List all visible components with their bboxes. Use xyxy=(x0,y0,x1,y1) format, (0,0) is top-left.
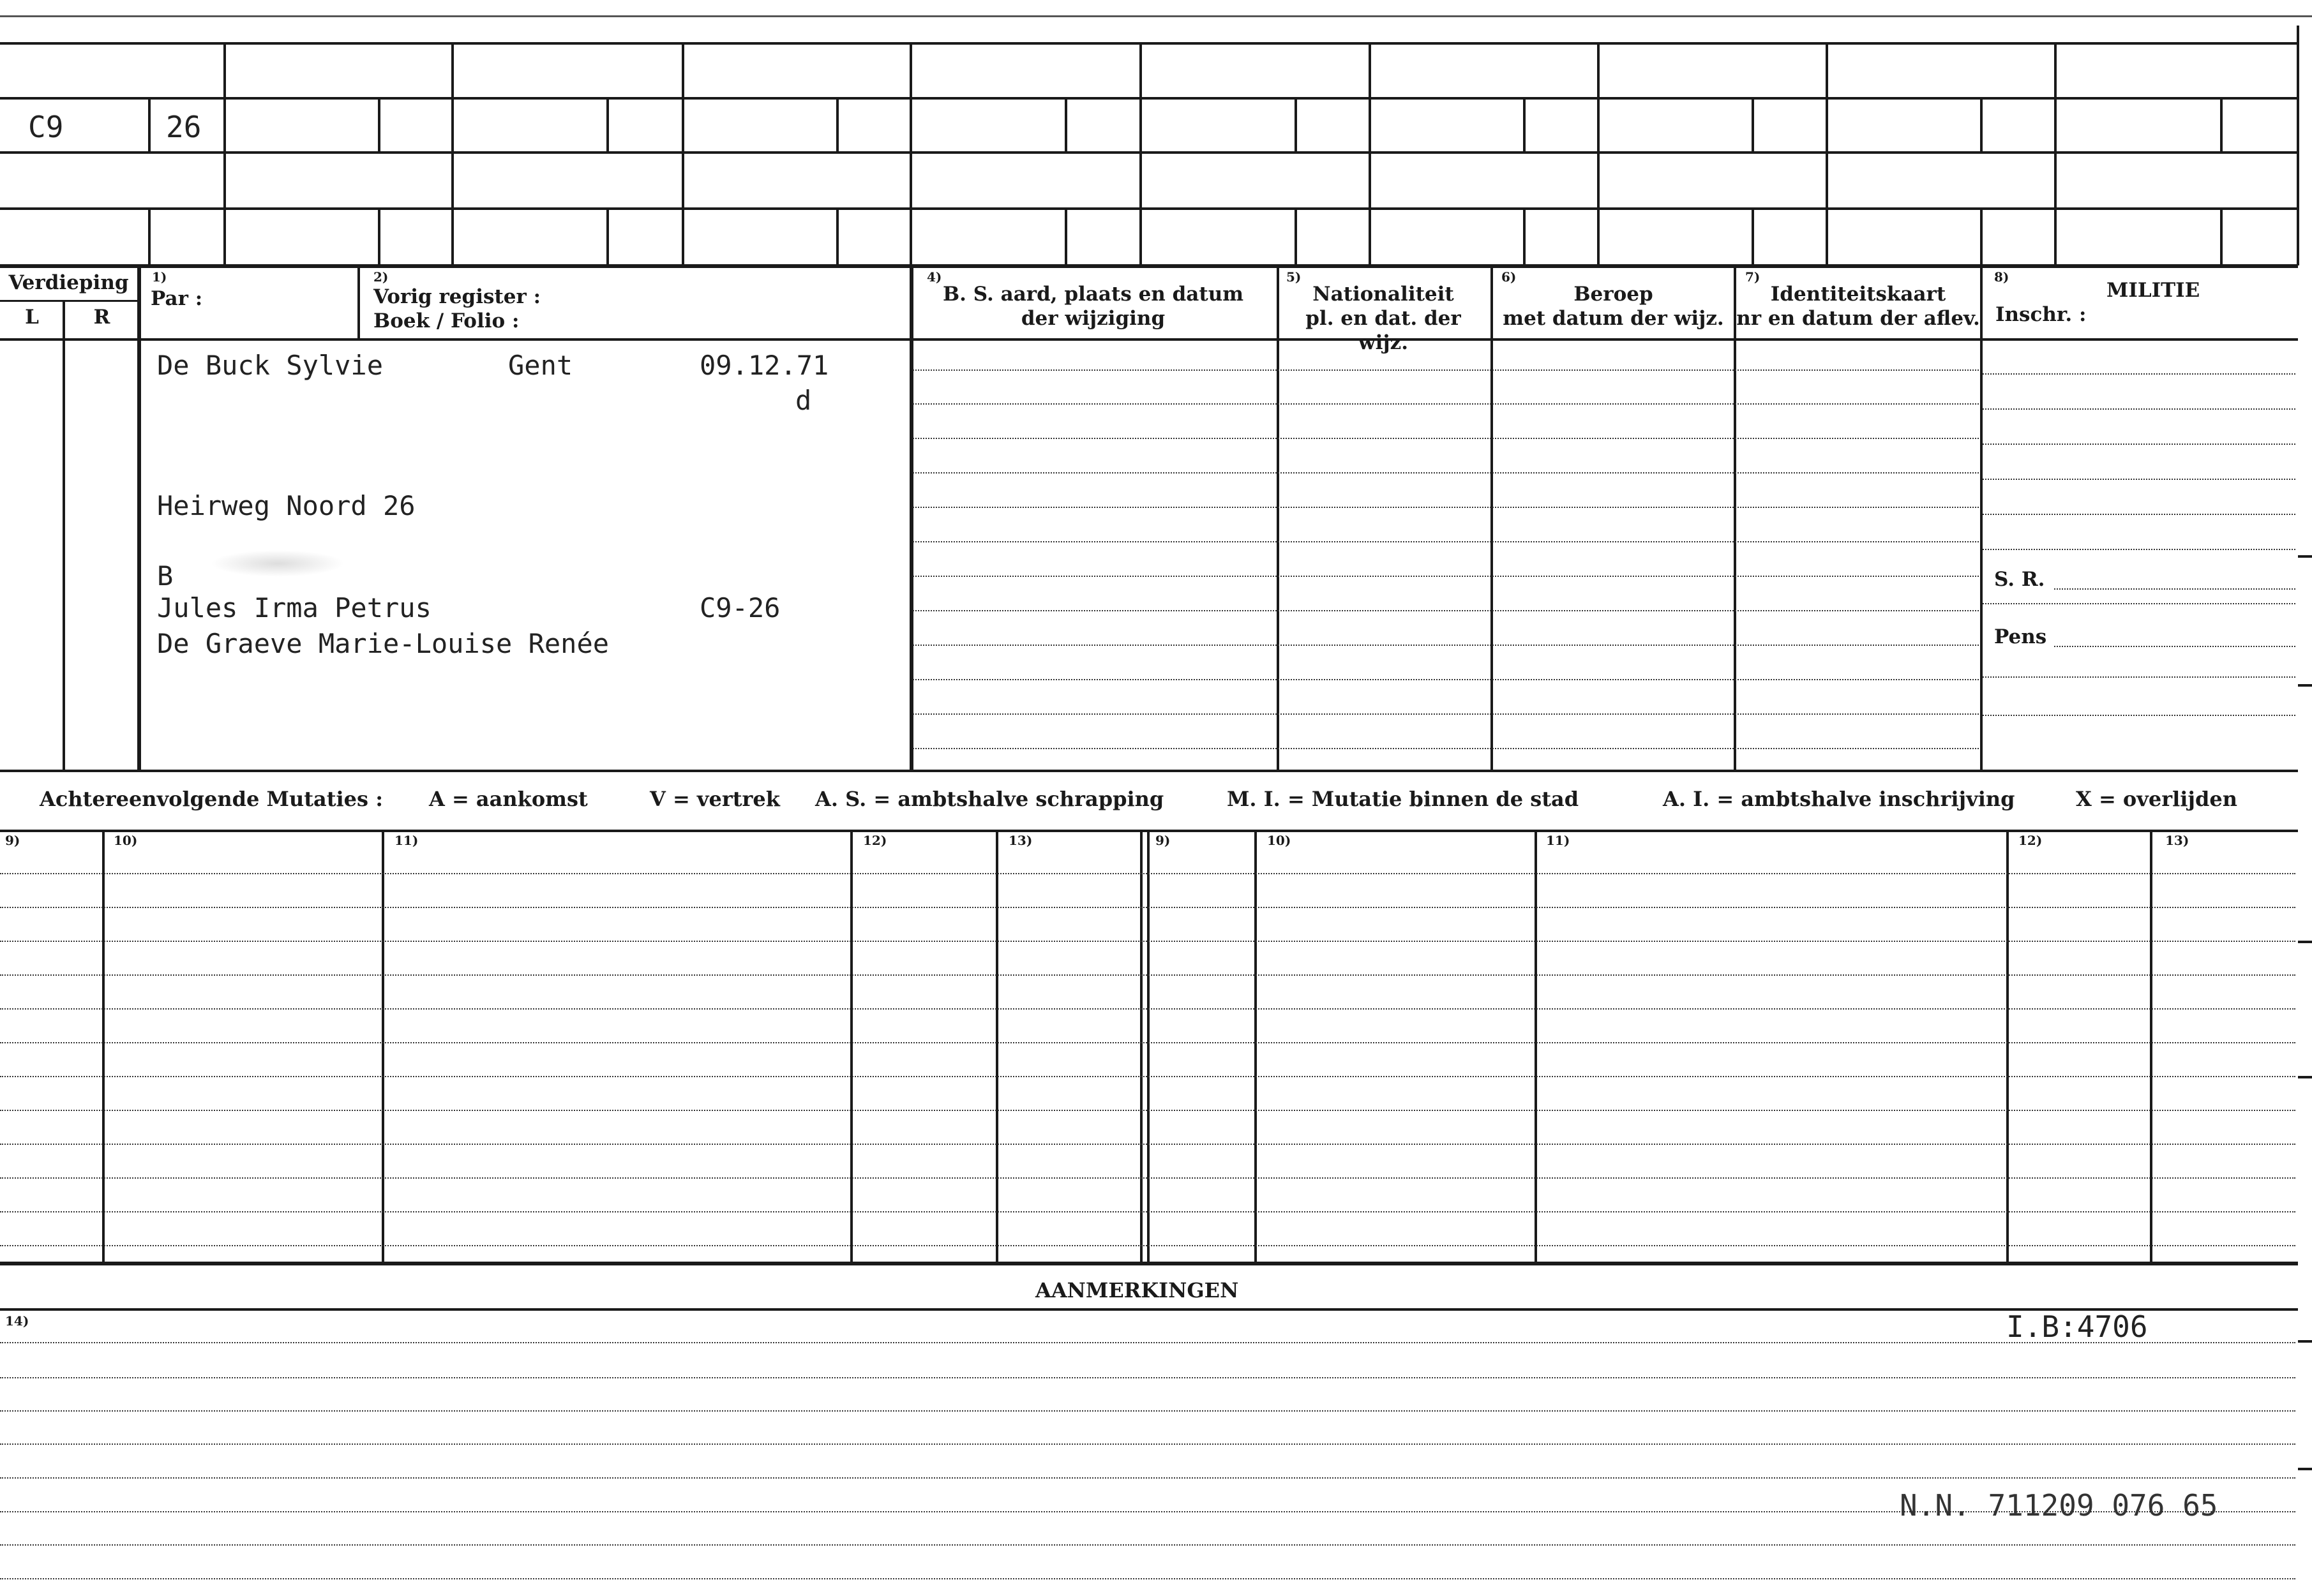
militia-pens-label: Pens xyxy=(1994,625,2047,648)
mut-col-12-left: 12) xyxy=(863,833,887,848)
col7-number: 7) xyxy=(1745,269,1760,285)
col4-subtitle: der wijziging xyxy=(1021,307,1166,330)
col6-title: Beroep xyxy=(1573,283,1653,306)
edge-tick xyxy=(2298,1340,2312,1343)
col6-number: 6) xyxy=(1501,269,1517,285)
col7-title: Identiteitskaart xyxy=(1770,283,1946,306)
remarks-nn-number: N.N. 711209 076 65 xyxy=(1900,1488,2218,1523)
remarks-number: 14) xyxy=(5,1313,29,1329)
edge-tick xyxy=(2298,1468,2312,1470)
person-marker: B xyxy=(157,560,174,592)
person-birthdate: 09.12.71 xyxy=(700,350,829,381)
legend-title: Achtereenvolgende Mutaties : xyxy=(40,787,383,811)
col5-title: Nationaliteit xyxy=(1312,283,1454,306)
col5-subtitle: pl. en dat. der wijz. xyxy=(1305,307,1461,354)
floor-right: R xyxy=(93,306,110,329)
col2-number: 2) xyxy=(373,269,389,285)
legend-item-departure: V = vertrek xyxy=(650,787,780,811)
mut-col-9-right: 9) xyxy=(1155,833,1171,848)
mut-col-13-left: 13) xyxy=(1009,833,1033,848)
person-mother: De Graeve Marie-Louise Renée xyxy=(157,628,610,659)
col4-title: B. S. aard, plaats en datum xyxy=(942,283,1244,306)
remarks-title: AANMERKINGEN xyxy=(1035,1278,1239,1302)
person-ref: C9-26 xyxy=(700,592,781,623)
person-sex: d xyxy=(795,385,812,416)
col2-book-folio: Boek / Folio : xyxy=(373,310,520,332)
redacted-smudge xyxy=(211,550,345,577)
mut-col-10-right: 10) xyxy=(1267,833,1291,848)
edge-tick xyxy=(2298,684,2312,687)
col8-number: 8) xyxy=(1994,269,2009,285)
legend-item-city-mutation: M. I. = Mutatie binnen de stad xyxy=(1227,787,1579,811)
floor-left: L xyxy=(25,306,39,329)
col7-subtitle: nr en datum der aflev. xyxy=(1736,307,1980,330)
militia-inschr-label: Inschr. : xyxy=(1995,303,2087,326)
person-name: De Buck Sylvie xyxy=(157,350,384,381)
mut-col-10-left: 10) xyxy=(114,833,138,848)
edge-tick xyxy=(2298,1076,2312,1078)
col6-subtitle: met datum der wijz. xyxy=(1503,307,1724,330)
remarks-ib-number: I.B:4706 xyxy=(2006,1309,2148,1344)
legend-item-official-removal: A. S. = ambtshalve schrapping xyxy=(815,787,1164,811)
mut-col-13-right: 13) xyxy=(2165,833,2189,848)
col2-previous-register: Vorig register : xyxy=(373,285,541,308)
mut-col-11-left: 11) xyxy=(394,833,419,848)
legend-item-death: X = overlijden xyxy=(2076,787,2237,811)
col1-par-label: Par : xyxy=(151,287,203,310)
edge-tick xyxy=(2298,941,2312,943)
floor-label: Verdieping xyxy=(8,271,129,294)
col5-number: 5) xyxy=(1286,269,1302,285)
mut-col-9-left: 9) xyxy=(5,833,20,848)
register-row-folio: 26 xyxy=(166,110,202,144)
edge-tick xyxy=(2298,555,2312,558)
mut-col-11-right: 11) xyxy=(1546,833,1570,848)
militia-sr-label: S. R. xyxy=(1994,568,2045,591)
col4-number: 4) xyxy=(927,269,942,285)
person-father: Jules Irma Petrus xyxy=(157,592,432,623)
legend-item-official-registration: A. I. = ambtshalve inschrijving xyxy=(1663,787,2015,811)
person-address: Heirweg Noord 26 xyxy=(157,490,416,521)
mut-col-12-right: 12) xyxy=(2018,833,2043,848)
militia-title: MILITIE xyxy=(2106,279,2200,302)
legend-item-arrival: A = aankomst xyxy=(429,787,588,811)
person-birthplace: Gent xyxy=(508,350,573,381)
register-row-code: C9 xyxy=(28,110,64,144)
col1-number: 1) xyxy=(152,269,167,285)
